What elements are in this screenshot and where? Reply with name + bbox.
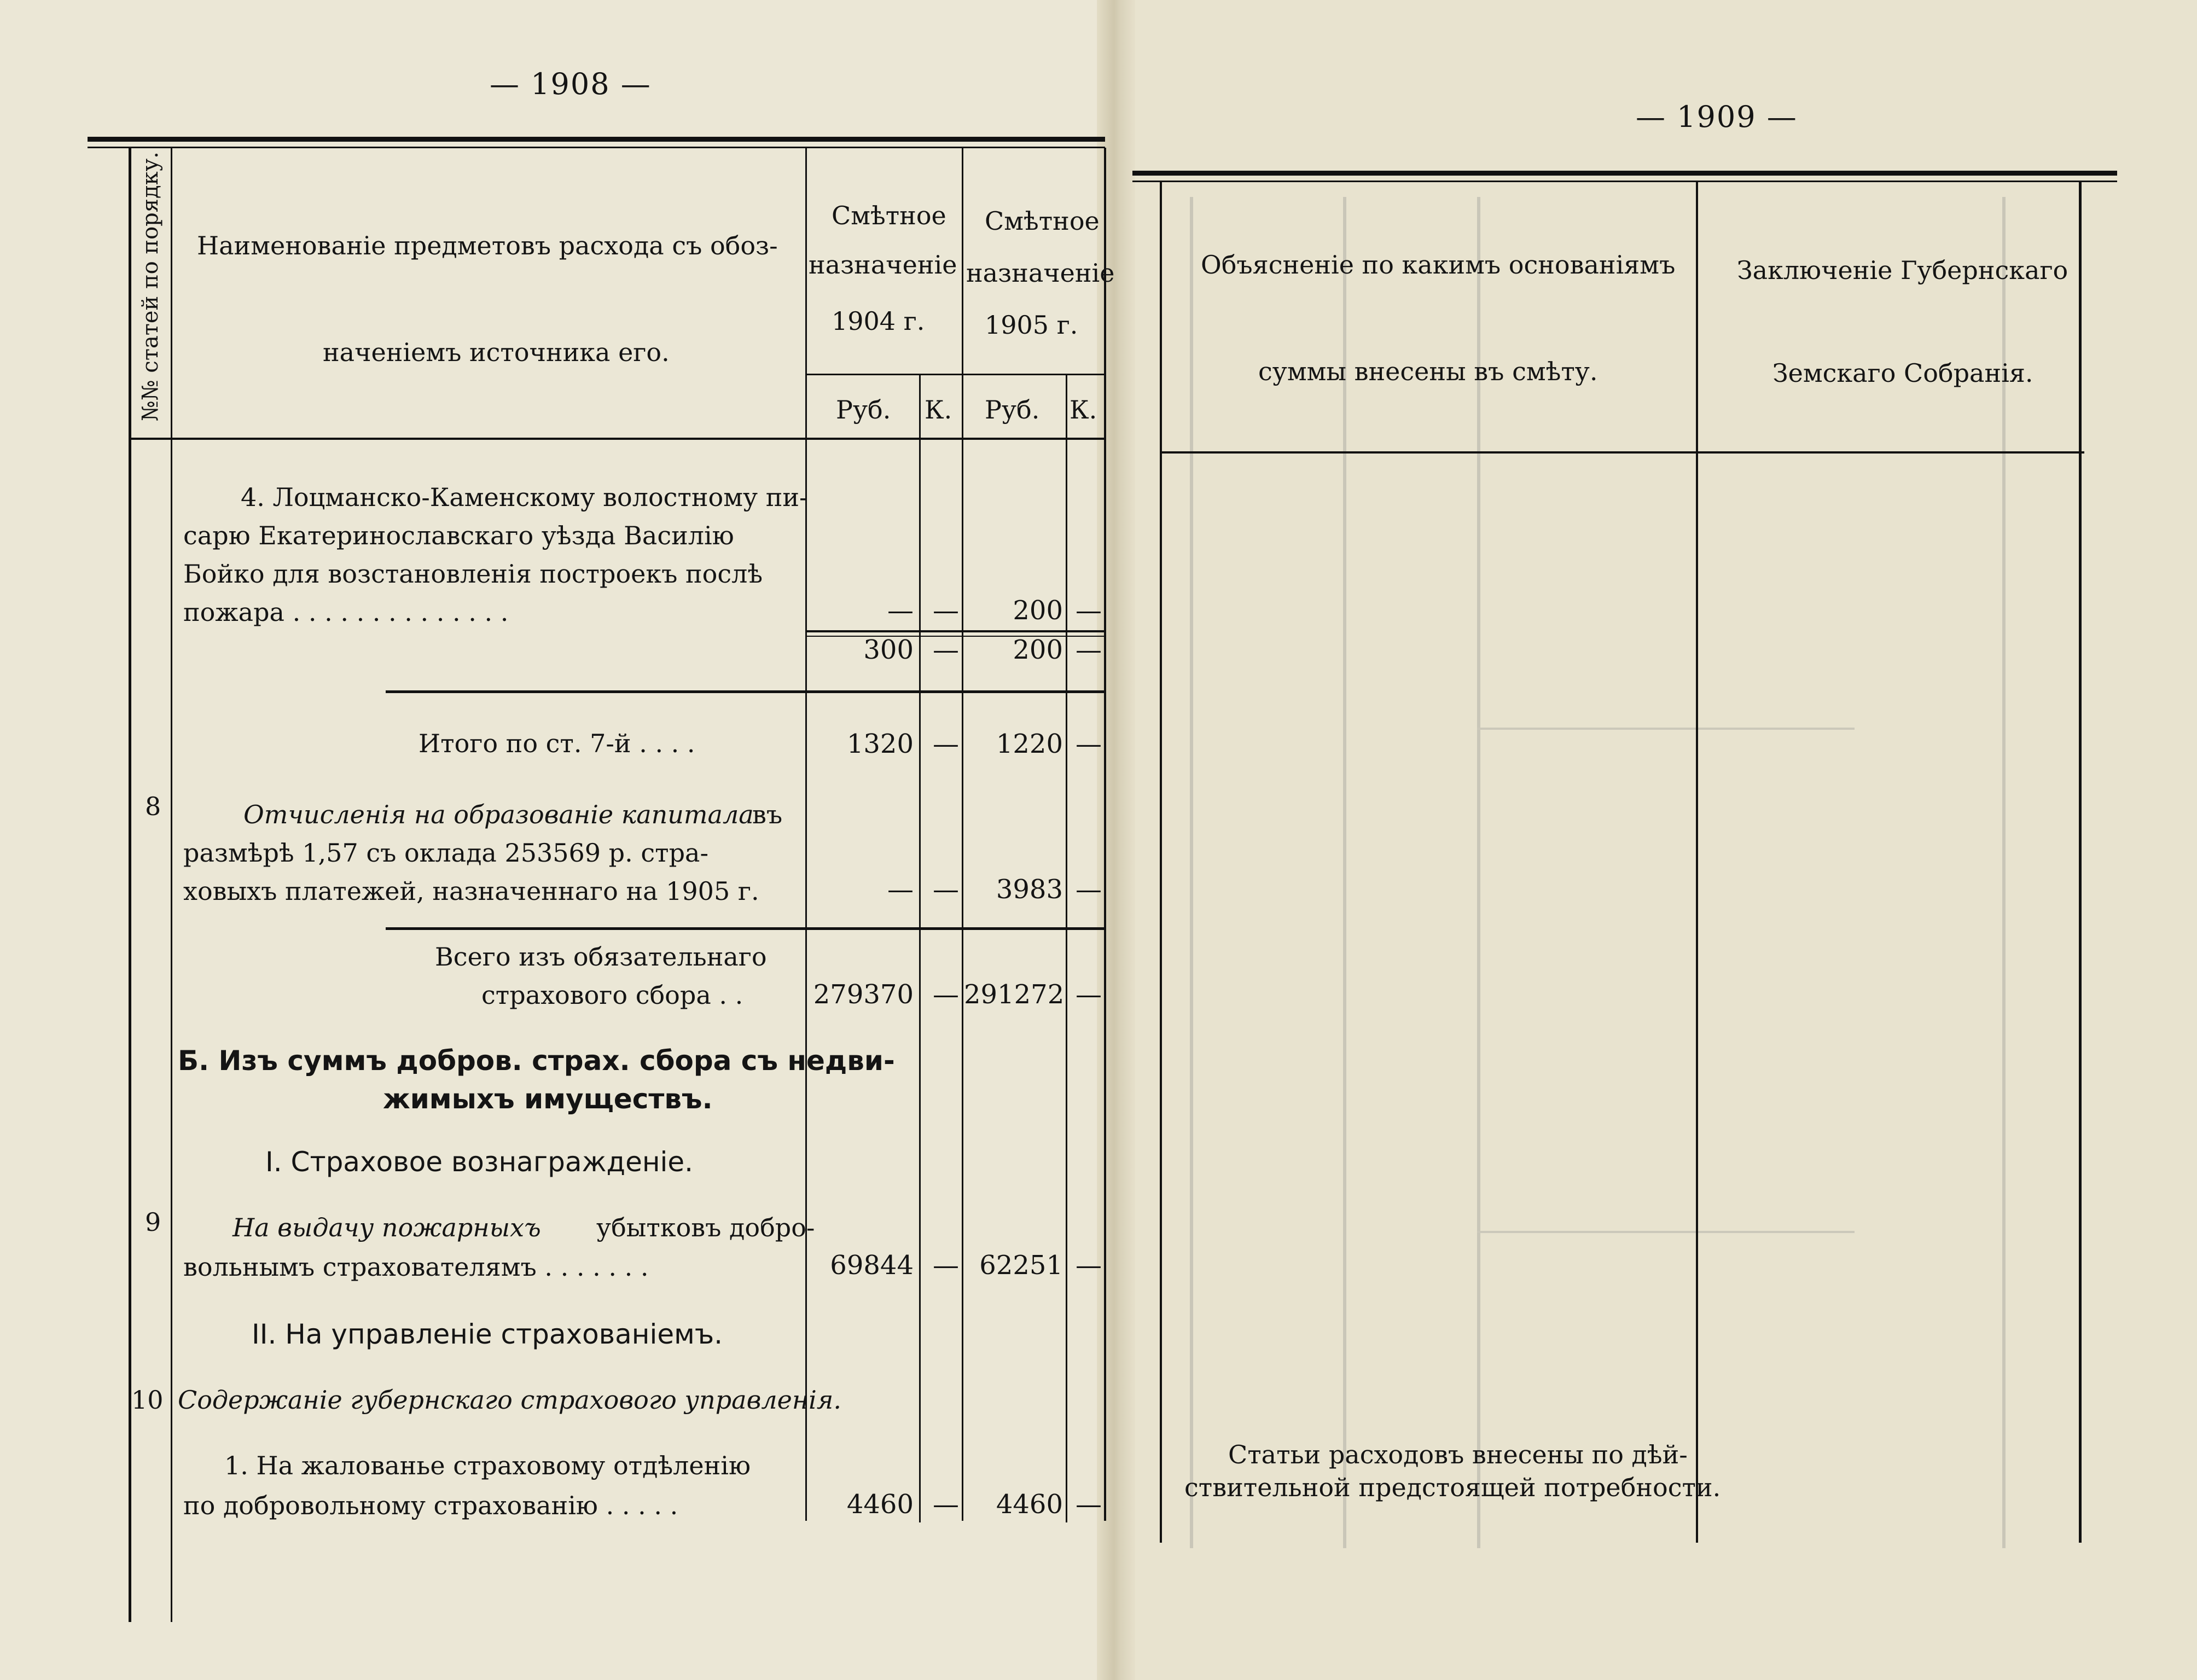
right-col-line-right xyxy=(2079,181,2082,1543)
art8-line1: Отчисленія на образованіе капитала xyxy=(243,800,754,829)
art8-kop-1905: — xyxy=(1076,874,1102,905)
item4-line4: пожара . . . . . . . . . . . . . . xyxy=(183,597,509,627)
art8-rub-1904: — xyxy=(887,874,914,905)
header-1904-line1: Смѣтное xyxy=(832,201,946,230)
grand-total-kop-1905: — xyxy=(1076,979,1102,1010)
right-top-rule-thin xyxy=(1132,181,2117,182)
art10-1-kop-1905: — xyxy=(1076,1489,1102,1520)
item4-kop-1905: — xyxy=(1076,595,1102,626)
item4-line1: 4. Лоцманско-Каменскому волостному пи- xyxy=(241,483,808,512)
subtotal-rub-1905: 200 xyxy=(1013,635,1063,665)
art10-number: 10 xyxy=(131,1385,164,1415)
art8-line2: размѣрѣ 1,57 съ оклада 253569 р. стра- xyxy=(183,838,708,868)
section-b-line1: Б. Изъ суммъ добров. страх. сбора съ недви- xyxy=(178,1045,895,1077)
art10-1-line2: по добровольному страхованію . . . . . xyxy=(183,1491,678,1520)
art9-rub-1905: 62251 xyxy=(979,1250,1063,1281)
section-2-heading: II. На управленіе страхованіемъ. xyxy=(252,1318,723,1350)
col-line-kop1904 xyxy=(919,374,921,1522)
header-name-line2: наченіемъ источника его. xyxy=(323,338,670,367)
item4-line3: Бойко для возстановленія построекъ послѣ xyxy=(183,559,763,589)
header-1905-line3: 1905 г. xyxy=(985,310,1078,340)
left-subheader-rule xyxy=(805,374,1105,375)
note-line1: Статьи расходовъ внесены по дѣй- xyxy=(1228,1440,1688,1469)
right-col-line-left xyxy=(1160,181,1162,1543)
bleed-line xyxy=(1477,728,1855,730)
section-b-line2: жимыхъ имуществъ. xyxy=(383,1083,713,1115)
bleed-line xyxy=(2002,197,2006,1548)
left-header-bottom-rule xyxy=(129,438,1105,440)
col-line-kop1905 xyxy=(1066,374,1067,1522)
subtotal-rule xyxy=(805,630,1105,632)
bleed-line xyxy=(1477,197,1480,1548)
grand-total-rub-1905: 291272 xyxy=(964,979,1065,1010)
art8-line1b: въ xyxy=(752,800,783,829)
conclusion-header-line1: Заключеніе Губернскаго xyxy=(1737,255,2068,285)
art8-kop-1904: — xyxy=(933,874,959,905)
grand-total-line1: Всего изъ обязательнаго xyxy=(435,942,767,972)
bleed-line xyxy=(1477,1231,1855,1233)
header-kop-1904: К. xyxy=(925,395,952,425)
art9-line1: На выдачу пожарныхъ xyxy=(233,1213,541,1242)
grand-total-kop-1904: — xyxy=(933,979,959,1010)
art10-1-rub-1905: 4460 xyxy=(996,1489,1063,1520)
art9-line1b: убытковъ добро- xyxy=(596,1213,815,1242)
grand-total-rule xyxy=(386,927,1105,930)
subtotal-kop-1905: — xyxy=(1076,635,1102,665)
art10-line1: Содержаніе губернскаго страхового управленія. xyxy=(178,1385,841,1415)
art9-rub-1904: 69844 xyxy=(830,1250,914,1281)
bleed-line xyxy=(1190,197,1193,1548)
col-line-name xyxy=(805,148,807,1521)
header-1905-line1: Смѣтное xyxy=(985,206,1100,236)
total7-kop-1905: — xyxy=(1076,729,1102,759)
header-1905-line2: назначеніе xyxy=(966,258,1115,288)
conclusion-header-line2: Земскаго Собранія. xyxy=(1772,358,2033,388)
total7-rub-1904: 1320 xyxy=(846,729,914,759)
header-1904-line2: назначеніе xyxy=(809,250,957,280)
subtotal-rub-1904: 300 xyxy=(863,635,914,665)
art10-1-rub-1904: 4460 xyxy=(846,1489,914,1520)
left-top-rule xyxy=(88,137,1105,142)
grand-total-rub-1904: 279370 xyxy=(813,979,914,1010)
total7-rub-1905: 1220 xyxy=(996,729,1063,759)
explain-header-line1: Объясненіе по какимъ основаніямъ xyxy=(1201,250,1676,280)
header-1904-line3: 1904 г. xyxy=(832,306,925,336)
total7-rule xyxy=(386,690,1105,693)
bleed-line xyxy=(1343,197,1346,1548)
art8-number: 8 xyxy=(145,792,161,821)
item4-rub-1905: 200 xyxy=(1013,595,1063,626)
left-top-rule-thin xyxy=(88,147,1105,148)
left-page-number: — 1908 — xyxy=(490,67,652,101)
grand-total-line2: страхового сбора . . xyxy=(481,980,743,1010)
right-top-rule xyxy=(1132,171,2117,176)
col-line-right xyxy=(1104,148,1106,1521)
subtotal-kop-1904: — xyxy=(933,635,959,665)
art9-kop-1905: — xyxy=(1076,1250,1102,1281)
right-page-number: — 1909 — xyxy=(1636,100,1798,134)
item4-rub-1904: — xyxy=(887,595,914,626)
right-header-bottom-rule xyxy=(1160,451,2084,454)
art9-line2: вольнымъ страхователямъ . . . . . . . xyxy=(183,1252,649,1282)
col-line-num xyxy=(171,148,172,1622)
header-rub-1905: Руб. xyxy=(985,395,1040,425)
right-col-line-mid xyxy=(1696,181,1698,1543)
explain-header-line2: суммы внесены въ смѣту. xyxy=(1258,357,1598,386)
note-line2: ствительной предстоящей потребности. xyxy=(1184,1473,1721,1502)
header-kop-1905: К. xyxy=(1070,395,1097,425)
item4-kop-1904: — xyxy=(933,595,959,626)
art8-rub-1905: 3983 xyxy=(996,874,1063,905)
art9-number: 9 xyxy=(145,1207,161,1237)
item4-line2: сарю Екатеринославскаго уѣзда Василію xyxy=(183,521,734,550)
section-1-heading: I. Страховое вознагражденіе. xyxy=(265,1146,694,1178)
col-line-1904 xyxy=(962,148,963,1521)
header-rub-1904: Руб. xyxy=(836,395,891,425)
header-name-line1: Наименованіе предметовъ расхода съ обоз- xyxy=(197,231,778,260)
art9-kop-1904: — xyxy=(933,1250,959,1281)
art10-1-line1: 1. На жалованье страховому отдѣленію xyxy=(224,1451,751,1480)
total7-label: Итого по ст. 7-й . . . . xyxy=(419,729,695,758)
header-col-number: №№ статей по порядку. xyxy=(138,152,163,421)
art10-1-kop-1904: — xyxy=(933,1489,959,1520)
total7-kop-1904: — xyxy=(933,729,959,759)
art8-line3: ховыхъ платежей, назначеннаго на 1905 г. xyxy=(183,876,759,906)
book-gutter xyxy=(1097,0,1135,1680)
